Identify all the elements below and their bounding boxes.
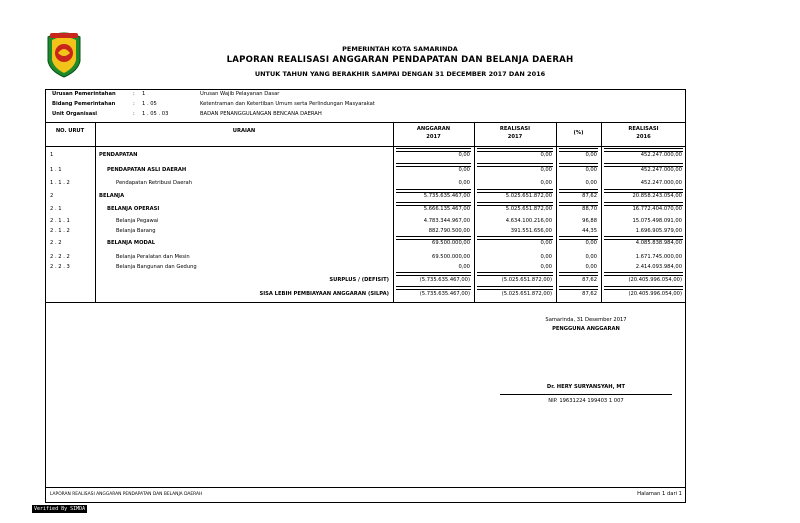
row-percent: 44,35 — [582, 228, 597, 234]
row-anggaran: 0,00 — [458, 264, 470, 270]
subtotal-rule — [559, 148, 598, 152]
row-percent: 0,00 — [585, 167, 597, 173]
row-no: 2 . 2 . 2 — [50, 254, 70, 260]
row-percent: 0,00 — [585, 152, 597, 158]
footer-rule — [45, 487, 686, 488]
row-realisasi: 0,00 — [540, 254, 552, 260]
subtotal-rule — [559, 189, 598, 193]
row-realisasi: 5.025.651.872,00 — [505, 193, 552, 199]
row-uraian: Belanja Barang — [116, 228, 156, 234]
subtotal-rule — [477, 148, 553, 152]
signature-line — [500, 394, 672, 395]
row-percent: 87,62 — [582, 193, 597, 199]
column-divider — [95, 122, 96, 302]
subtotal-rule — [477, 286, 553, 290]
silpa-realisasi: (5.025.651.872,00) — [501, 291, 552, 297]
surplus-percent: 87,62 — [582, 277, 597, 283]
surplus-realisasi: (5.025.651.872,00) — [501, 277, 552, 283]
subtotal-rule — [477, 236, 553, 240]
row-uraian: BELANJA OPERASI — [107, 206, 160, 212]
report-period: UNTUK TAHUN YANG BERAKHIR SAMPAI DENGAN 31 DECEMBER 2017 DAN 2016 — [254, 70, 546, 78]
info-code-unit: 1 . 05 . 03 — [142, 111, 169, 117]
surplus-label: SURPLUS / (DEFISIT) — [329, 277, 389, 283]
subtotal-rule — [559, 286, 598, 290]
row-no: 1 . 1 — [50, 167, 62, 173]
subtotal-rule — [396, 236, 471, 240]
row-uraian: BELANJA MODAL — [107, 240, 156, 246]
table-header-border — [45, 146, 686, 147]
row-no: 2 . 1 . 2 — [50, 228, 70, 234]
silpa-realisasi-prev: (20.405.996.054,00) — [628, 291, 682, 297]
col-header-percent: (%) — [573, 130, 584, 136]
col-header-anggaran-year: 2017 — [426, 134, 441, 140]
subtotal-rule — [604, 202, 683, 206]
row-realisasi: 4.634.100.216,00 — [505, 218, 552, 224]
subtotal-rule — [604, 148, 683, 152]
row-anggaran: 0,00 — [458, 152, 470, 158]
col-header-anggaran: ANGGARAN — [416, 126, 451, 132]
subtotal-rule — [396, 272, 471, 276]
page-indicator: Halaman 1 dari 1 — [637, 491, 682, 497]
subtotal-rule — [396, 202, 471, 206]
subtotal-rule — [604, 236, 683, 240]
silpa-anggaran: (5.735.635.467,00) — [419, 291, 470, 297]
col-header-no: NO. URUT — [55, 128, 85, 134]
footer-report-name: LAPORAN REALISASI ANGGARAN PENDAPATAN DAN BELANJA DAERAH — [50, 492, 203, 497]
table-bottom-border — [45, 302, 686, 303]
row-no: 2 — [50, 193, 54, 199]
row-uraian: BELANJA — [99, 193, 125, 199]
row-uraian: Belanja Pegawai — [116, 218, 159, 224]
row-realisasi: 0,00 — [540, 167, 552, 173]
row-realisasi: 5.025.651.872,00 — [505, 206, 552, 212]
signature-place-date: Samarinda, 31 Desember 2017 — [545, 317, 627, 323]
subtotal-rule — [604, 163, 683, 167]
table-top-border — [45, 122, 686, 123]
row-anggaran: 882.790.500,00 — [428, 228, 470, 234]
subtotal-rule — [604, 286, 683, 290]
row-uraian: PENDAPATAN ASLI DAERAH — [107, 167, 187, 173]
row-realisasi-prev: 20.858.243.054,00 — [632, 193, 682, 199]
info-colon: : — [133, 101, 135, 107]
info-code-bidang: 1 . 05 — [142, 101, 157, 107]
row-uraian: Belanja Bangunan dan Gedung — [116, 264, 197, 270]
row-realisasi-prev: 1.671.745.000,00 — [635, 254, 682, 260]
verified-stamp: Verified By SIMDA — [34, 506, 86, 512]
row-realisasi-prev: 452.247.000,00 — [640, 167, 682, 173]
row-percent: 0,00 — [585, 254, 597, 260]
signature-nip: NIP. 19631224 199403 1 007 — [548, 398, 624, 404]
subtotal-rule — [396, 286, 471, 290]
row-anggaran: 0,00 — [458, 167, 470, 173]
subtotal-rule — [559, 236, 598, 240]
signature-role: PENGGUNA ANGGARAN — [552, 326, 620, 332]
silpa-percent: 87,62 — [582, 291, 597, 297]
subtotal-rule — [396, 189, 471, 193]
col-header-realisasi: REALISASI — [499, 126, 531, 132]
row-uraian: Belanja Peralatan dan Mesin — [116, 254, 190, 260]
row-realisasi-prev: 1.696.905.979,00 — [635, 228, 682, 234]
col-header-realisasi-prev-year: 2016 — [636, 134, 651, 140]
row-no: 1 . 1 . 2 — [50, 180, 70, 186]
row-realisasi: 391.551.656,00 — [510, 228, 552, 234]
row-no: 2 . 2 — [50, 240, 62, 246]
col-header-realisasi-year: 2017 — [507, 134, 523, 140]
row-percent: 0,00 — [585, 180, 597, 186]
row-anggaran: 0,00 — [458, 180, 470, 186]
info-desc-bidang: Ketentraman dan Ketertiban Umum serta Perlindungan Masyarakat — [200, 101, 375, 107]
info-label-unit: Unit Organisasi — [52, 111, 98, 117]
subtotal-rule — [559, 272, 598, 276]
row-percent: 0,00 — [585, 264, 597, 270]
row-realisasi: 0,00 — [540, 264, 552, 270]
subtotal-rule — [477, 272, 553, 276]
subtotal-rule — [477, 189, 553, 193]
info-colon: : — [133, 111, 135, 117]
row-anggaran: 5.735.635.467,00 — [423, 193, 470, 199]
surplus-realisasi-prev: (20.405.996.054,00) — [628, 277, 682, 283]
row-anggaran: 69.500.000,00 — [432, 254, 470, 260]
row-anggaran: 69.500.000,00 — [432, 240, 470, 246]
row-realisasi: 0,00 — [540, 180, 552, 186]
subtotal-rule — [604, 189, 683, 193]
row-realisasi-prev: 15.075.498.091,00 — [632, 218, 682, 224]
info-colon: : — [133, 91, 135, 97]
surplus-anggaran: (5.735.635.467,00) — [419, 277, 470, 283]
row-realisasi: 0,00 — [540, 152, 552, 158]
row-percent: 96,88 — [582, 218, 597, 224]
row-percent: 88,70 — [582, 206, 597, 212]
row-anggaran: 4.783.344.967,00 — [423, 218, 470, 224]
report-title: LAPORAN REALISASI ANGGARAN PENDAPATAN DAN BELANJA DAERAH — [226, 55, 574, 65]
row-uraian: Pendapatan Retribusi Daerah — [116, 180, 193, 186]
row-no: 2 . 1 — [50, 206, 62, 212]
subtotal-rule — [604, 272, 683, 276]
row-uraian: PENDAPATAN — [99, 152, 138, 158]
subtotal-rule — [396, 148, 471, 152]
col-header-realisasi-prev: REALISASI — [628, 126, 659, 132]
subtotal-rule — [559, 163, 598, 167]
row-percent: 0,00 — [585, 240, 597, 246]
info-desc-unit: BADAN PENANGGULANGAN BENCANA DAERAH — [200, 111, 322, 117]
row-anggaran: 5.666.135.467,00 — [423, 206, 470, 212]
row-no: 2 . 2 . 3 — [50, 264, 70, 270]
row-realisasi-prev: 2.414.093.984,00 — [635, 264, 682, 270]
info-code-urusan: 1 — [142, 91, 146, 97]
row-no: 2 . 1 . 1 — [50, 218, 70, 224]
row-no: 1 — [50, 152, 54, 158]
silpa-label: SISA LEBIH PEMBIAYAAN ANGGARAN (SILPA) — [259, 291, 389, 297]
row-realisasi-prev: 16.772.404.070,00 — [632, 206, 682, 212]
subtotal-rule — [559, 202, 598, 206]
info-label-bidang: Bidang Pemerintahan — [52, 101, 116, 107]
subtotal-rule — [477, 202, 553, 206]
col-header-uraian: URAIAN — [232, 128, 256, 134]
row-realisasi-prev: 4.085.838.984,00 — [635, 240, 682, 246]
signature-name: Dr. HERY SURYANSYAH, MT — [546, 384, 626, 390]
government-title: PEMERINTAH KOTA SAMARINDA — [342, 45, 458, 53]
subtotal-rule — [396, 163, 471, 167]
info-desc-urusan: Urusan Wajib Pelayanan Dasar — [200, 91, 280, 97]
info-label-urusan: Urusan Pemerintahan — [52, 91, 116, 97]
row-realisasi-prev: 452.247.000,00 — [640, 152, 682, 158]
row-realisasi-prev: 452.247.000,00 — [640, 180, 682, 186]
row-realisasi: 0,00 — [540, 240, 552, 246]
subtotal-rule — [477, 163, 553, 167]
